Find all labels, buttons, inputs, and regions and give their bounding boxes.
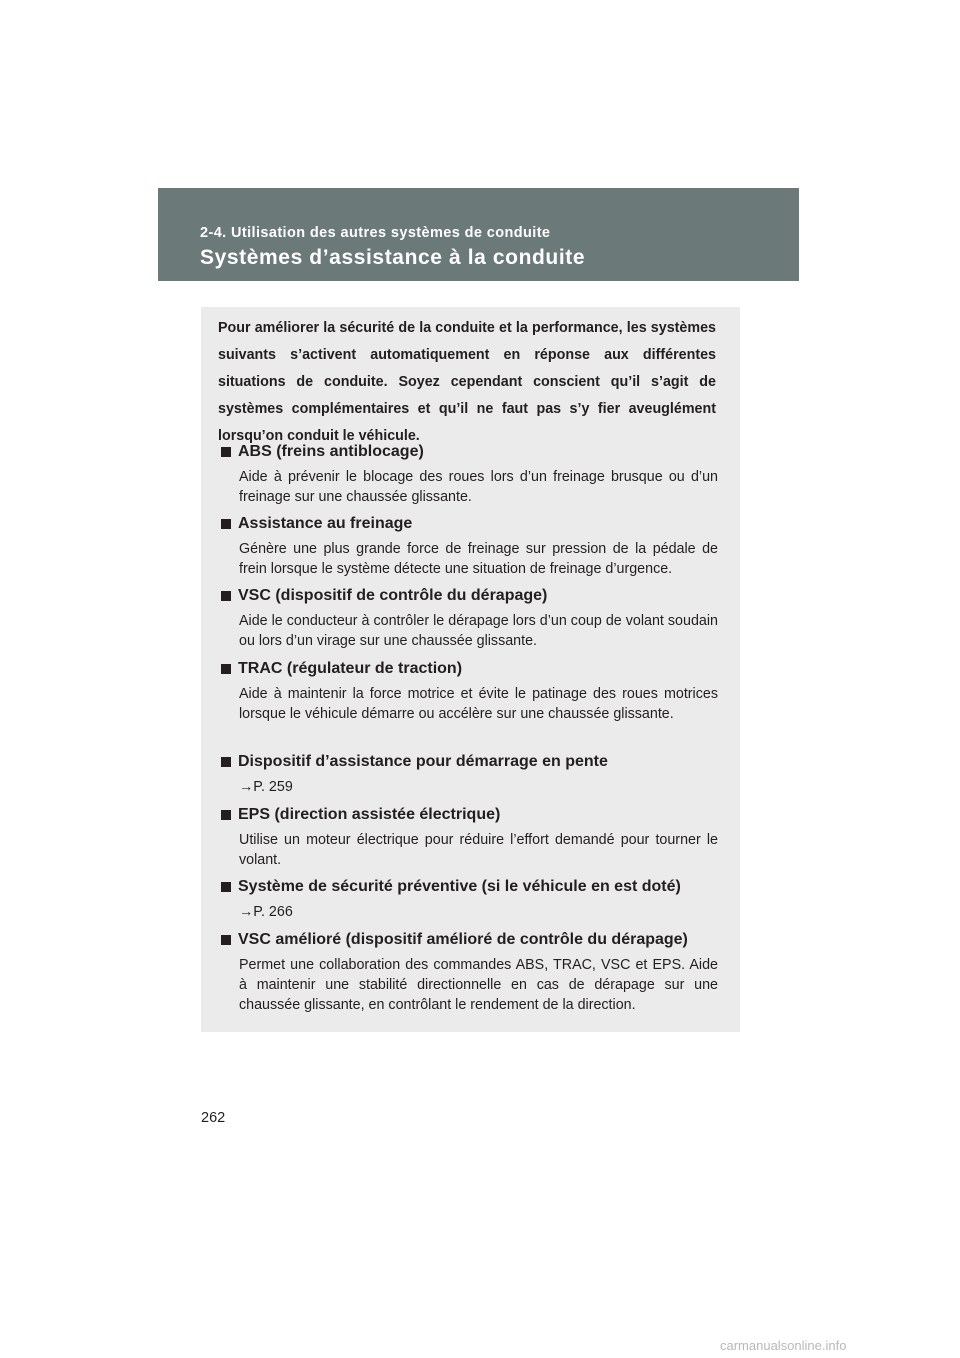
item-enhanced-vsc: [221, 930, 718, 1015]
square-bullet-icon: [221, 664, 231, 674]
square-bullet-icon: [221, 591, 231, 601]
content-box: [201, 307, 740, 1032]
item-title: [221, 659, 718, 679]
chapter-header: [158, 188, 799, 281]
item-title-text: Assistance au freinage: [238, 515, 413, 532]
item-title-text: TRAC (régulateur de traction): [238, 660, 463, 677]
item-body: Permet une collaboration des commandes ABS, TRAC, VSC et EPS. Aide à maintenir une stabilité directionnelle en cas de dérapage sur une chaussée glissante, en contrôlant le rendement de la direction.: [239, 957, 718, 1013]
item-abs: [221, 442, 718, 507]
section-label: 2-4. Utilisation des autres systèmes de conduite: [200, 225, 551, 241]
item-title: [221, 752, 718, 772]
item-title: [221, 877, 718, 897]
item-title: [221, 930, 718, 950]
square-bullet-icon: [221, 757, 231, 767]
item-eps: [221, 805, 718, 870]
item-body: Génère une plus grande force de freinage sur pression de la pédale de frein lorsque le système détecte une situation de freinage d’urgence.: [239, 541, 718, 577]
square-bullet-icon: [221, 882, 231, 892]
square-bullet-icon: [221, 519, 231, 529]
item-title-text: ABS (freins antiblocage): [238, 443, 424, 460]
item-title: [221, 514, 718, 534]
item-body: Aide à maintenir la force motrice et évite le patinage des roues motrices lorsque le véhicule démarre ou accélère sur une chaussée glissante.: [239, 686, 718, 722]
page-title: Systèmes d’assistance à la conduite: [200, 246, 586, 269]
item-title-text: EPS (direction assistée électrique): [238, 806, 501, 823]
item-brake-assist: [221, 514, 718, 579]
item-body: Aide à prévenir le blocage des roues lors d’un freinage brusque ou d’un freinage sur une chaussée glissante.: [239, 469, 718, 505]
item-title-text: VSC (dispositif de contrôle du dérapage): [238, 587, 548, 604]
intro-paragraph: Pour améliorer la sécurité de la conduite et la performance, les systèmes suivants s’activent automatiquement en réponse aux différentes situations de conduite. Soyez cependant conscient qu’il s’agit de systèmes complémentaires et qu’il ne faut pas s’y fier aveuglément lorsqu’on conduit le véhicule.: [218, 320, 716, 444]
page-reference-link[interactable]: →P. 266: [239, 904, 293, 920]
item-trac: [221, 659, 718, 724]
item-body: Utilise un moteur électrique pour réduire l’effort demandé pour tourner le volant.: [239, 832, 718, 868]
item-title-text: Dispositif d’assistance pour démarrage en pente: [238, 753, 608, 770]
item-vsc: [221, 586, 718, 651]
watermark: carmanualsonline.info: [720, 1338, 847, 1353]
square-bullet-icon: [221, 935, 231, 945]
item-pre-collision: [221, 877, 718, 922]
item-hill-start: [221, 752, 718, 797]
page-number: 262: [201, 1110, 226, 1126]
item-title: [221, 805, 718, 825]
item-title: [221, 442, 718, 462]
page-reference-link[interactable]: →P. 259: [239, 779, 293, 795]
square-bullet-icon: [221, 810, 231, 820]
item-body: Aide le conducteur à contrôler le dérapage lors d’un coup de volant soudain ou lors d’un virage sur une chaussée glissante.: [239, 613, 718, 649]
item-title: [221, 586, 718, 606]
square-bullet-icon: [221, 447, 231, 457]
item-title-text: Système de sécurité préventive (si le véhicule en est doté): [238, 878, 681, 895]
item-title-text: VSC amélioré (dispositif amélioré de contrôle du dérapage): [238, 931, 688, 948]
